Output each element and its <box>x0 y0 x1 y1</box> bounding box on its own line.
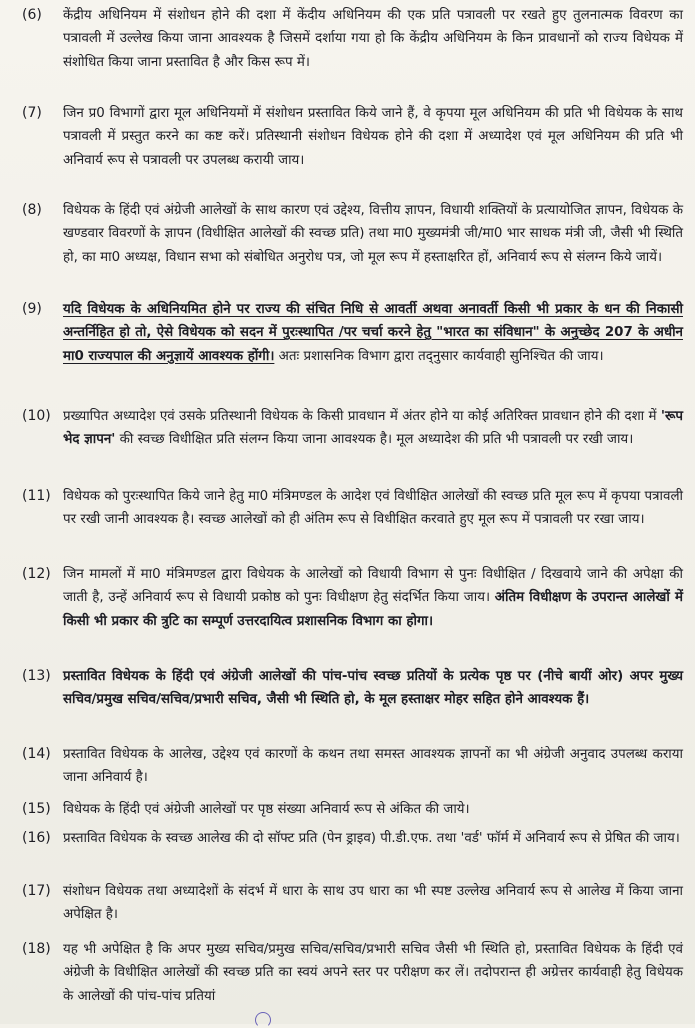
item-text <box>63 880 683 927</box>
text-run: संशोधन विधेयक तथा अध्यादेशों के संदर्भ में धारा के साथ उप धारा का भी स्पष्ट उल्लेख अनिवार्य रूप से आलेख में किया जाना अपेक्षित है। <box>63 884 683 923</box>
text-run: जिन प्र0 विभागों द्वारा मूल अधिनियमों में संशोधन प्रस्तावित किये जाने हैं, वे कृपया मूल अधिनियम की प्रति भी विधेयक के साथ पत्रावली में प्रस्तुत करने का कष्ट करें। प्रतिस्थानी संशोधन विधेयक होने की दशा में अध्यादेश एवं मूल अधिनियम की प्रति भी अनिवार्य रूप से पत्रावली पर उपलब्ध करायी जाय। <box>63 106 683 168</box>
text-run-bold: यदि विधेयक के अधिनियमित होने पर राज्य की संचित निधि से आवर्ती अथवा अनावर्ती किसी भी प्रकार के धन की निकासी अन्तर्निहित हो तो, ऐसे विधेयक को सदन में पुरःस्थापित /पर चर्चा करने हेतु "भारत का संविधान" के अनुच्छेद 207 के अधीन मा0 राज्यपाल की अनुज्ञायें आवश्यक होंगी। <box>63 302 683 364</box>
text-run: यह भी अपेक्षित है कि अपर मुख्य सचिव/प्रमुख सचिव/सचिव/प्रभारी सचिव जैसी भी स्थिति हो, प्रस्तावित विधेयक के हिंदी एवं अंग्रेजी के विधीक्षित आलेखों की स्वच्छ प्रति का स्वयं अपने स्तर पर परीक्षण कर लें। तदोपरान्त ही अग्रेत्तर कार्यवाही हेतु विधेयक के आलेखों की पांच-पांच प्रतियां <box>63 942 683 1004</box>
item-number: (6) <box>22 7 42 23</box>
text-run: विधेयक के हिंदी एवं अंग्रेजी आलेखों के साथ कारण एवं उद्देश्य, वित्तीय ज्ञापन, विधायी शक्तियों के प्रत्यायोजित ज्ञापन, विधेयक के खण्डवार विवरणों के ज्ञापन (विधीक्षित आलेखों की स्वच्छ प्रति) तथा मा0 मुख्यमंत्री जी/मा0 भार साधक मंत्री जी, जैसी भी स्थिति हो, का मा0 अध्यक्ष, विधान सभा को संबोधित अनुरोध पत्र, जो मूल रूप में हस्ताक्षरित हों, अनिवार्य रूप से संलग्न किये जायें। <box>63 203 683 265</box>
item-text <box>63 665 683 712</box>
pen-mark-icon <box>255 1012 271 1028</box>
item-text <box>63 298 683 368</box>
item-number: (7) <box>22 105 42 121</box>
item-number: (18) <box>22 941 51 957</box>
item-text <box>63 485 683 532</box>
item-text <box>63 4 683 74</box>
item-text <box>63 798 683 821</box>
text-run-bold: अंतिम विधीक्षण के उपरान्त आलेखों में किसी भी प्रकार की त्रुटि का सम्पूर्ण उत्तरदायित्व प्रशासनिक विभाग का होगा। <box>63 590 683 629</box>
item-text <box>63 827 683 850</box>
item-text <box>63 405 683 452</box>
text-run: अतः प्रशासनिक विभाग द्वारा तद्नुसार कार्यवाही सुनिश्चित की जाय। <box>274 348 604 364</box>
text-run: प्रस्तावित विधेयक के स्वच्छ आलेख की दो सॉफ्ट प्रति (पेन ड्राइव) पी.डी.एफ. तथा 'वर्ड' फॉर्म में अनिवार्य रूप से प्रेषित की जाय। <box>63 831 680 846</box>
item-number: (12) <box>22 566 51 582</box>
item-number: (15) <box>22 801 51 817</box>
text-run: विधेयक के हिंदी एवं अंग्रेजी आलेखों पर पृष्ठ संख्या अनिवार्य रूप से अंकित की जाये। <box>63 802 470 817</box>
item-text <box>63 102 683 172</box>
item-text <box>63 938 683 1008</box>
text-run: प्रस्तावित विधेयक के आलेख, उद्देश्य एवं कारणों के कथन तथा समस्त आवश्यक ज्ञापनों का भी अंग्रेजी अनुवाद उपलब्ध कराया जाना अनिवार्य है। <box>63 747 683 786</box>
item-number: (8) <box>22 202 42 218</box>
text-run-bold: 'रूप भेद ज्ञापन' <box>63 409 683 448</box>
item-text <box>63 743 683 790</box>
item-number: (13) <box>22 668 51 684</box>
item-number: (11) <box>22 488 51 504</box>
item-number: (9) <box>22 301 42 317</box>
text-run: जिन मामलों में मा0 मंत्रिमण्डल द्वारा विधेयक के आलेखों को विधायी विभाग से पुनः विधीक्षित / दिखवाये जाने की अपेक्षा की जाती है, उन्हें अनिवार्य रूप से विधायी प्रकोष्ठ को पुनः विधीक्षण हेतु संदर्भित किया जाय। <box>63 567 683 606</box>
text-run: केंद्रीय अधिनियम में संशोधन होने की दशा में केंदीय अधिनियम की एक प्रति पत्रावली पर रखते हुए तुलनात्मक विवरण का पत्रावली में उल्लेख किया जाना आवश्यक है जिसमें दर्शाया गया हो कि केंद्रीय अधिनियम के किन प्रावधानों को राज्य विधेयक में संशोधित किया जाना प्रस्तावित है और किस रूप में। <box>63 8 683 70</box>
item-number: (16) <box>22 830 51 846</box>
item-number: (14) <box>22 746 51 762</box>
text-run: प्रख्यापित अध्यादेश एवं उसके प्रतिस्थानी विधेयक के किसी प्रावधान में अंतर होने या कोई अतिरिक्त प्रावधान होने की दशा में <box>63 409 661 424</box>
text-run: की स्वच्छ विधीक्षित प्रति संलग्न किया जाना आवश्यक है। मूल अध्यादेश की प्रति भी पत्रावली पर रखी जाय। <box>115 432 634 448</box>
item-number: (10) <box>22 408 51 424</box>
item-text <box>63 563 683 633</box>
text-run-bold: प्रस्तावित विधेयक के हिंदी एवं अंग्रेजी आलेखों की पांच-पांच स्वच्छ प्रतियों के प्रत्येक पृष्ठ पर (नीचे बायीं ओर) अपर मुख्य सचिव/प्रमुख सचिव/सचिव/प्रभारी सचिव, जैसी भी स्थिति हो, के मूल हस्ताक्षर मोहर सहित होने आवश्यक हैं। <box>63 669 683 708</box>
text-run: विधेयक को पुरःस्थापित किये जाने हेतु मा0 मंत्रिमण्डल के आदेश एवं विधीक्षित आलेखों की स्वच्छ प्रति मूल रूप में कृपया पत्रावली पर रखी जानी आवश्यक है। स्वच्छ आलेखों को ही अंतिम रूप से विधीक्षित करवाते हुए मूल रूप में पत्रावली पर रखा जाय। <box>63 489 683 528</box>
item-text <box>63 199 683 269</box>
item-number: (17) <box>22 883 51 899</box>
